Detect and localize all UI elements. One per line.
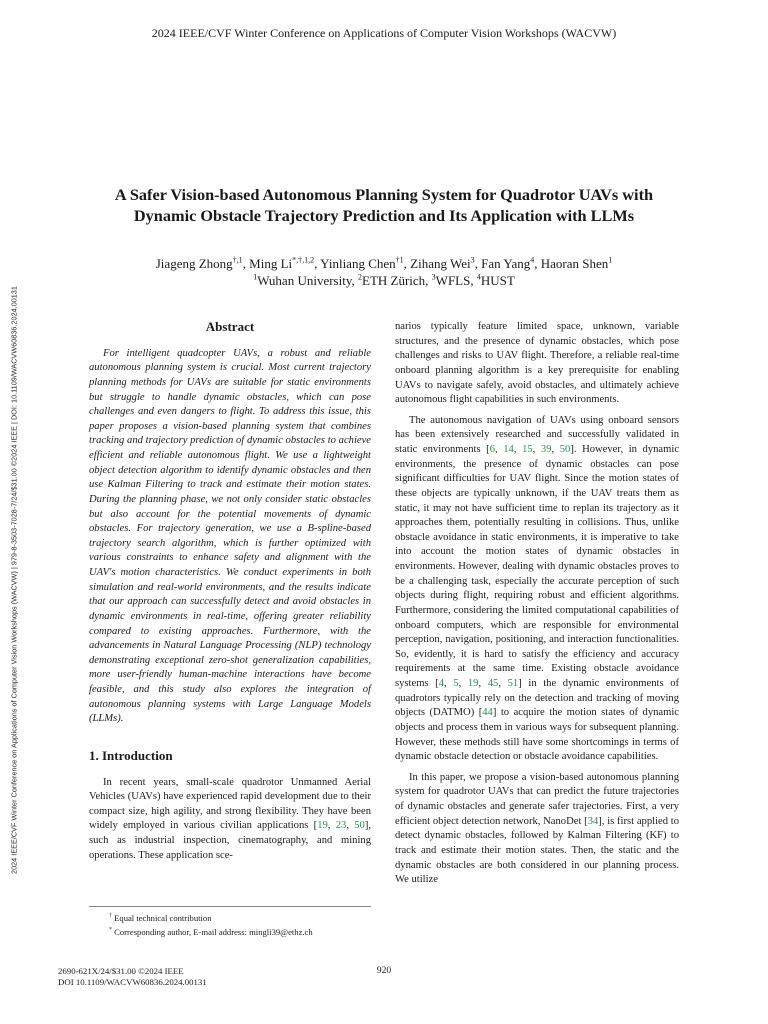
intro-paragraph-3: In this paper, we propose a vision-based autonomous planning system for quadrotor UAVs that can predict the future trajectories of dynamic obstacles and generate safer trajectories. First, a very efficient object detection network, NanoDet [34], is first applied to detect dynamic obstacles, followed by Kalman Filtering (KF) to track and estimate their motion states. Then, the static and the dynamic obstacles are both considered in our planning process. We utilize [395,771,679,886]
affiliation-superscript: 4 [476,272,481,282]
citation-link[interactable]: 4 [438,678,445,689]
sidebar-doi-strip [0,0,28,1024]
abstract-text: For intelligent quadcopter UAVs, a robust and reliable autonomous planning system is crucial. Most current trajectory planning methods for UAVs are suitable for static environments but struggle to handle dynamic obstacles, which can pose challenges and even dangers to flight. To address this issue, this paper proposes a vision-based planning system that combines tracking and trajectory prediction of dynamic obstacles to achieve efficient and reliable autonomous flight. We use a lightweight object detection algorithm to identify dynamic obstacles and then use Kalman Filtering to track and estimate their motion states. During the planning phase, we not only consider static obstacles but also account for the potential movements of dynamic obstacles. For trajectory generation, we use a B-spline-based trajectory search algorithm, which is further optimized with various constraints to enhance safety and alignment with the UAV's motion characteristics. We conduct experiments in both simulation and real-world environments, and the results indicate that our approach can successfully detect and avoid obstacles in dynamic environments in real-time, offering greater reliability compared to existing approaches. Furthermore, with the advancements in Natural Language Processing (NLP) technology demonstrating exceptional zero-shot generalization capabilities, more user-friendly human-machine interactions have become feasible, and this study also explores the integration of autonomous planning systems with Large Language Models (LLMs). [89,347,371,725]
citation-link[interactable]: 39 [540,444,552,455]
left-column [89,320,371,869]
doi-line: DOI 10.1109/WACVW60836.2024.00131 [58,977,207,987]
section-heading-introduction: 1. Introduction [89,747,173,763]
citation-link[interactable]: 50 [354,820,365,832]
affiliation-superscript: 1 [253,272,258,282]
affiliation: ETH Zürich, [362,273,432,288]
author-superscript: †,1 [232,255,243,265]
citation-link[interactable]: 19 [317,820,328,832]
title-line-2: Dynamic Obstacle Trajectory Prediction and Its Application with LLMs [133,206,635,225]
affiliation-list [80,272,688,289]
citation-link[interactable]: 23 [335,820,347,832]
intro-paragraph-1-continued: narios typically feature limited space, unknown, variable structures, and the presence of dynamic obstacles, which pose challenges and risks to UAV flight. Therefore, a reliable real-time onboard planning algorithm is a key prerequisite for enabling UAVs to navigate safely, avoid obstacles, and ultimately achieve autonomous flight capabilities in such environments. [395,321,679,406]
affiliation: HUST [480,273,515,288]
citation-link[interactable]: 51 [507,678,519,689]
citation-link[interactable]: 5 [453,678,459,689]
author-name: Haoran Shen [540,256,609,271]
author-name: Ming Li [249,256,293,271]
author-superscript: †1 [395,255,404,265]
author-block [80,255,688,289]
right-column [395,320,679,894]
sidebar-text: 2024 IEEE/CVF Winter Conference on Applications of Computer Vision Workshops (WACVW) | 979-8-3503-7028-7/24/$31.00 ©2024 IEEE | DOI: 10.1109/WACVW60836.2024.00131 [9,286,19,874]
author-superscript: 1 [608,255,613,265]
citation-link[interactable]: 19 [467,678,479,689]
paper-title [80,184,688,226]
citation-link[interactable]: 34 [587,815,599,827]
footnote-corresponding-author: * Corresponding author, E-mail address: mingli39@ethz.ch [109,926,313,937]
author-name: Fan Yang [481,256,531,271]
page-number: 920 [376,966,392,976]
citation-link[interactable]: 45 [487,678,499,689]
author-name: Zihang Wei [410,256,471,271]
affiliation-superscript: 3 [431,272,436,282]
abstract-heading: Abstract [205,319,255,334]
citation-link[interactable]: 44 [482,707,493,719]
author-name: Jiageng Zhong [155,256,233,271]
title-line-1: A Safer Vision-based Autonomous Planning System for Quadrotor UAVs with [114,185,654,204]
author-superscript: 4 [530,255,535,265]
citation-link[interactable]: 50 [559,444,571,455]
footnote-equal-contribution: † Equal technical contribution [109,912,212,923]
copyright-line: 2690-621X/24/$31.00 ©2024 IEEE [58,966,184,976]
affiliation: WFLS, [435,273,477,288]
author-superscript: *,†,1,2 [292,255,315,265]
citation-link[interactable]: 15 [522,444,533,455]
citation-link[interactable]: 14 [503,444,514,455]
citation-link[interactable]: 6 [489,444,496,455]
author-list: Jiageng Zhong$^{\dagger,1}$, Ming $Li^{*,\dagger,1,2}$, Yinliang Chen$^{\dagger 1}$, Zihang Wei$^3$, Fan Yang$^4$, Haoran Shen$^1$ [155,255,613,271]
author-superscript: 3 [470,255,475,265]
intro-paragraph-2: The autonomous navigation of UAVs using onboard sensors has been extensively researched and successfully validated in static environments [6, 14, 15, 39, 50]. However, in dynamic environments, the presence of dynamic obstacles can pose significant difficulties for UAV flight. Since the motion states of these objects are typically unknown, if the UAV treats them as static, it may not have sufficient time to replan its trajectory as it approaches them, potentially resulting in collisions. Thus, unlike obstacle avoidance in static environments, it is imperative to take into account the motion states of dynamic obstacles in environments. However, dealing with dynamic obstacles proves to be a challenging task, especially the accurate perception of such objects during flight, requiring robust and efficient algorithms. Furthermore, considering the limited computational capabilities of onboard computers, which are responsible for environmental perception, navigation, positioning, and interaction functionalities. So, evidently, it is hard to satisfy the efficiency and accuracy requirements at the same time. Existing obstacle avoidance systems [4, 5, 19, 45, 51] in the dynamic environments of quadrotors typically rely on the detection and tracking of moving objects (DATMO) [44] to acquire the motion states of dynamic objects and process them in various ways for subsequent planning. However, these methods still have some shortcomings in terms of dynamic obstacle detection or obstacle avoidance capabilities. [395,414,680,763]
affiliation-superscript: 2 [358,272,362,282]
affiliation: Wuhan University, [257,273,358,288]
author-name: Yinliang Chen [320,256,396,271]
intro-paragraph-1: In recent years, small-scale quadrotor Unmanned Aerial Vehicles (UAVs) have experienced rapid development due to their compact size, high agility, and strong flexibility. They have been widely employed in various civilian applications [19, 23, 50], such as industrial inspection, cinematography, and mining operations. These application sce- [89,776,372,861]
footnotes [89,906,371,938]
conference-header: 2024 IEEE/CVF Winter Conference on Applications of Computer Vision Workshops (WACVW) [151,26,617,40]
